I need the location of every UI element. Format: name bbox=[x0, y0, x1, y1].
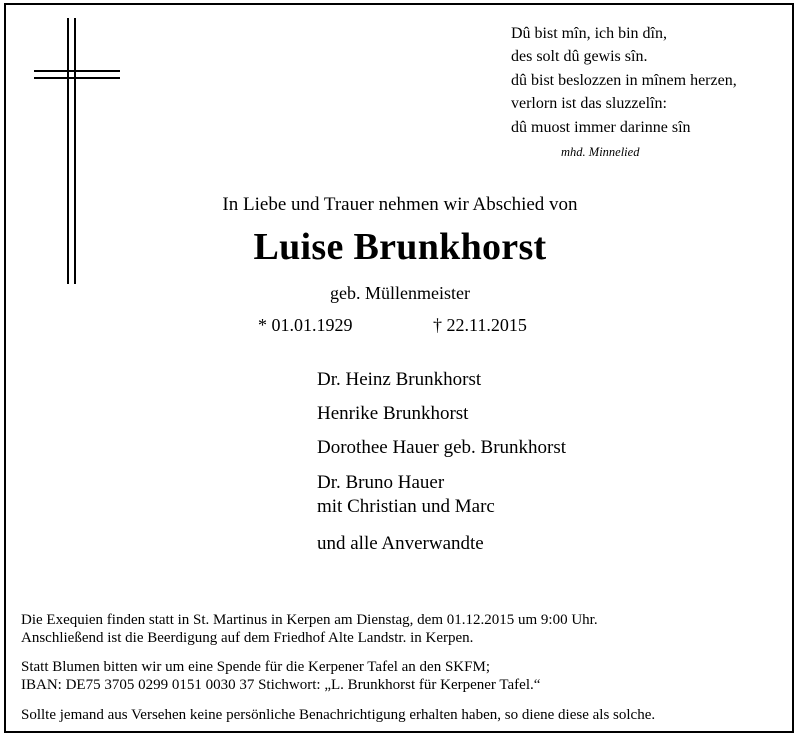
poem bbox=[511, 22, 737, 139]
service-notice-line: Die Exequien finden statt in St. Martinus in Kerpen am Dienstag, dem 01.12.2015 um 9:00 Uhr. bbox=[21, 612, 598, 628]
poem-line: verlorn ist das sluzzelîn: bbox=[511, 95, 667, 113]
poem-line: des solt dû gewis sîn. bbox=[511, 48, 648, 66]
service-notice-line: Anschließend ist die Beerdigung auf dem Friedhof Alte Landstr. in Kerpen. bbox=[21, 630, 474, 646]
mourner: Dr. Heinz Brunkhorst bbox=[317, 369, 482, 390]
poem-line: dû muost immer darinne sîn bbox=[511, 118, 691, 136]
poem-line: dû bist beslozzen in mînem herzen, bbox=[511, 71, 737, 89]
donation-notice-line: Statt Blumen bitten wir um eine Spende für die Kerpener Tafel an den SKFM; bbox=[21, 659, 490, 675]
mourner: Dorothee Hauer geb. Brunkhorst bbox=[317, 437, 567, 458]
intro-text: In Liebe und Trauer nehmen wir Abschied von bbox=[222, 194, 578, 215]
mourner: Henrike Brunkhorst bbox=[317, 403, 469, 424]
maiden-name: geb. Müllenmeister bbox=[330, 283, 470, 303]
poem-line: Dû bist mîn, ich bin dîn, bbox=[511, 25, 667, 42]
birth-date: * 01.01.1929 bbox=[258, 315, 353, 335]
deceased-name: Luise Brunkhorst bbox=[253, 226, 547, 268]
donation-notice-line: IBAN: DE75 3705 0299 0151 0030 37 Stichwort: „L. Brunkhorst für Kerpener Tafel.“ bbox=[21, 677, 541, 693]
poem-source: mhd. Minnelied bbox=[561, 145, 640, 159]
mourner: und alle Anverwandte bbox=[317, 533, 484, 554]
death-date: † 22.11.2015 bbox=[433, 315, 527, 335]
closing-notice: Sollte jemand aus Versehen keine persönliche Benachrichtigung erhalten haben, so diene diese als solche. bbox=[21, 707, 656, 723]
mourner: mit Christian und Marc bbox=[317, 496, 495, 517]
mourner: Dr. Bruno Hauer bbox=[317, 472, 445, 493]
